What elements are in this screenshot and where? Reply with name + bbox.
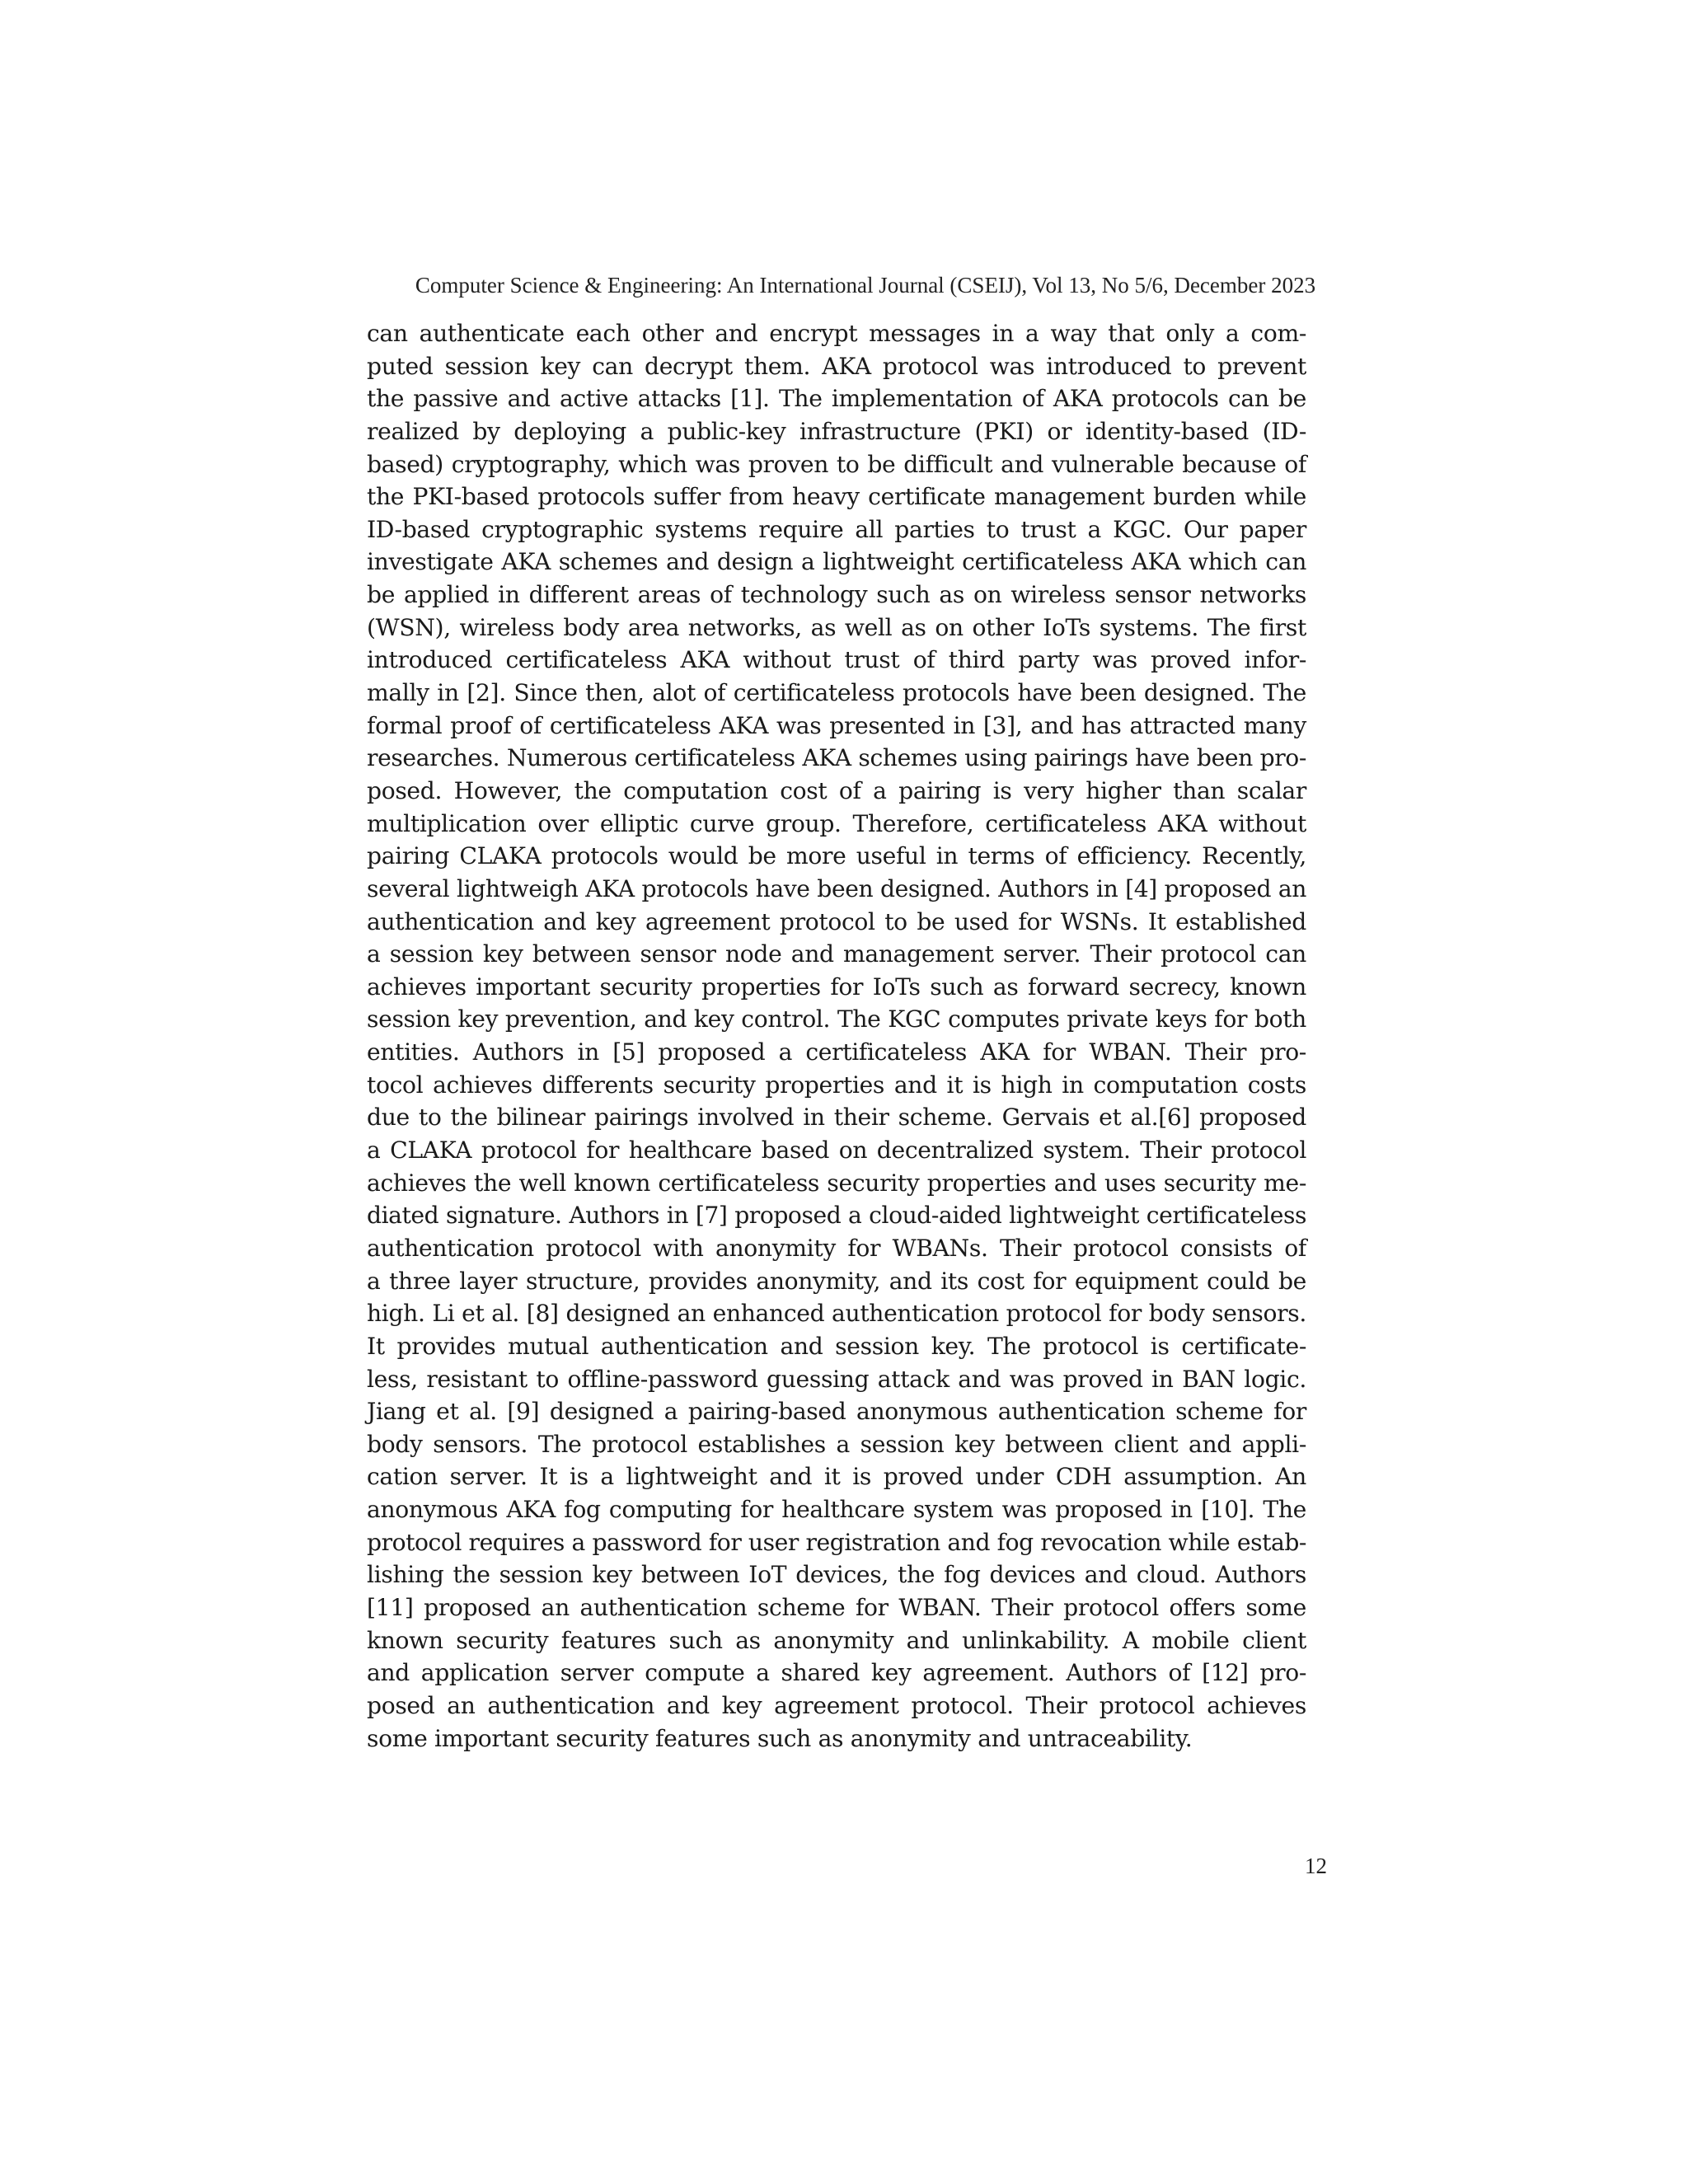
text-line: less, resistant to offline-password guessing attack and was proved in BAN logic. [367,1365,1306,1393]
text-line: diated signature. Authors in [7] proposed a cloud-aided lightweight certificateless [367,1202,1306,1230]
page-number: 12 [1305,1854,1327,1878]
text-line: several lightweigh AKA protocols have been designed. Authors in [4] proposed an [367,874,1306,902]
running-header: Computer Science & Engineering: An International Journal (CSEIJ), Vol 13, No 5/6, December 2023 [415,273,1316,298]
text-line: pairing CLAKA protocols would be more useful in terms of efficiency. Recently, [367,842,1306,870]
text-line: and application server compute a shared key agreement. Authors of [12] pro- [367,1659,1306,1687]
text-line: the passive and active attacks [1]. The implementation of AKA protocols can be [367,385,1306,413]
text-line: formal proof of certificateless AKA was presented in [3], and has attracted many [367,711,1306,739]
text-line: introduced certificateless AKA without trust of third party was proved infor- [367,646,1306,674]
text-line: some important security features such as anonymity and untraceability. [367,1724,1193,1752]
text-line: authentication protocol with anonymity for WBANs. Their protocol consists of [367,1234,1306,1262]
body-paragraph [367,317,1306,1755]
text-line: known security features such as anonymity and unlinkability. A mobile client [367,1626,1306,1654]
text-line: authentication and key agreement protocol to be used for WSNs. It established [367,907,1306,935]
text-line: entities. Authors in [5] proposed a certificateless AKA for WBAN. Their pro- [367,1038,1306,1066]
text-line: due to the bilinear pairings involved in their scheme. Gervais et al.[6] proposed [367,1104,1306,1132]
text-line: achieves important security properties for IoTs such as forward secrecy, known [367,972,1306,1001]
text-line: ID-based cryptographic systems require all parties to trust a KGC. Our paper [367,515,1306,543]
text-line: body sensors. The protocol establishes a session key between client and appli- [367,1430,1306,1458]
text-line: tocol achieves differents security properties and it is high in computation costs [367,1071,1306,1099]
text-line: anonymous AKA fog computing for healthcare system was proposed in [10]. The [367,1496,1306,1524]
text-line: (WSN), wireless body area networks, as well as on other IoTs systems. The first [367,613,1306,641]
text-line: a three layer structure, provides anonymity, and its cost for equipment could be [367,1267,1306,1295]
text-line: multiplication over elliptic curve group. Therefore, certificateless AKA without [367,809,1306,837]
text-line: It provides mutual authentication and session key. The protocol is certificate- [367,1332,1306,1360]
text-line: mally in [2]. Since then, alot of certificateless protocols have been designed. The [367,679,1306,707]
text-line: a CLAKA protocol for healthcare based on decentralized system. Their protocol [367,1137,1306,1165]
text-line: achieves the well known certificateless security properties and uses security me- [367,1169,1306,1197]
text-line: can authenticate each other and encrypt messages in a way that only a com- [367,320,1306,347]
text-line: researches. Numerous certificateless AKA schemes using pairings have been pro- [367,744,1306,772]
text-line: realized by deploying a public-key infrastructure (PKI) or identity-based (ID- [367,417,1306,445]
text-line: a session key between sensor node and management server. Their protocol can [367,940,1306,968]
text-line: the PKI-based protocols suffer from heavy certificate management burden while [367,483,1306,511]
text-line: posed an authentication and key agreement protocol. Their protocol achieves [367,1691,1306,1719]
text-line: high. Li et al. [8] designed an enhanced authentication protocol for body sensors. [367,1300,1306,1328]
text-line: cation server. It is a lightweight and it is proved under CDH assumption. An [367,1463,1306,1491]
text-line: [11] proposed an authentication scheme for WBAN. Their protocol offers some [367,1593,1306,1621]
text-line: session key prevention, and key control. The KGC computes private keys for both [367,1005,1306,1033]
text-line: posed. However, the computation cost of a pairing is very higher than scalar [367,776,1306,804]
text-line: protocol requires a password for user registration and fog revocation while estab- [367,1528,1306,1556]
text-line: Jiang et al. [9] designed a pairing-based anonymous authentication scheme for [367,1398,1306,1426]
text-line: investigate AKA schemes and design a lightweight certificateless AKA which can [367,548,1306,576]
text-line: be applied in different areas of technology such as on wireless sensor networks [367,581,1306,609]
text-line: lishing the session key between IoT devices, the fog devices and cloud. Authors [367,1561,1306,1589]
text-line: puted session key can decrypt them. AKA protocol was introduced to prevent [367,352,1306,380]
text-line: based) cryptography, which was proven to be difficult and vulnerable because of [367,450,1306,478]
